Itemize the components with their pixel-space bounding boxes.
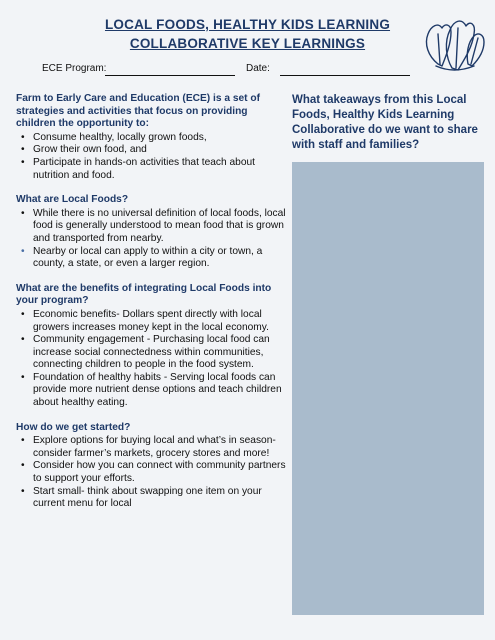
list-item: • Consume healthy, locally grown foods, <box>16 132 288 145</box>
list-item: • Nearby or local can apply to within a city or town, a county, a state, or even a larger region. <box>16 246 288 271</box>
takeaways-question: What takeaways from this Local Foods, Healthy Kids Learning Collaborative do we want to share with staff and families? <box>292 94 478 151</box>
section-benefits <box>16 283 288 410</box>
list-item: • While there is no universal definition of local foods, local food is generally understood to mean food that is grown and transported from nearby. <box>16 208 288 246</box>
list-item: • Economic benefits- Dollars spent directly with local growers increases money kept in the local economy. <box>16 309 288 334</box>
list-item: • Grow their own food, and <box>16 144 288 157</box>
section-getting-started <box>16 422 288 511</box>
ece-program-input-line[interactable] <box>105 74 235 76</box>
date-label: Date: <box>246 63 270 74</box>
key-learnings-column <box>16 93 288 523</box>
list-item: • Community engagement - Purchasing local food can increase social connectedness within communities, connecting children to people in the food system. <box>16 334 288 372</box>
section-heading: How do we get started? <box>16 421 131 433</box>
section-heading: Farm to Early Care and Education (ECE) is a set of strategies and activities that focus on providing children the opportunity to: <box>16 93 260 130</box>
date-input-line[interactable] <box>280 74 410 76</box>
section-local-foods <box>16 194 288 271</box>
ece-program-label: ECE Program: <box>42 63 107 74</box>
bullet-list <box>16 309 288 410</box>
takeaways-answer-box[interactable] <box>292 162 484 615</box>
list-item: • Start small- think about swapping one item on your current menu for local <box>16 486 288 511</box>
section-farm-to-ece <box>16 93 288 182</box>
list-item: • Explore options for buying local and what’s in season- consider farmer’s markets, grocery stores and more! <box>16 435 288 460</box>
bullet-list <box>16 132 288 182</box>
leafy-greens-icon <box>418 14 490 74</box>
bullet-list <box>16 435 288 511</box>
section-heading: What are Local Foods? <box>16 194 129 206</box>
title-line-2: COLLABORATIVE KEY LEARNINGS <box>129 36 366 51</box>
bullet-list <box>16 208 288 271</box>
title-line-1: LOCAL FOODS, HEALTHY KIDS LEARNING <box>104 17 391 32</box>
list-item: • Participate in hands-on activities that teach about nutrition and food. <box>16 157 288 182</box>
list-item: • Consider how you can connect with community partners to support your efforts. <box>16 460 288 485</box>
page-title <box>60 15 435 53</box>
list-item: • Foundation of healthy habits - Serving local foods can provide more nutrient dense options and teach children about healthy eating. <box>16 372 288 410</box>
section-heading: What are the benefits of integrating Local Foods into your program? <box>16 282 272 307</box>
